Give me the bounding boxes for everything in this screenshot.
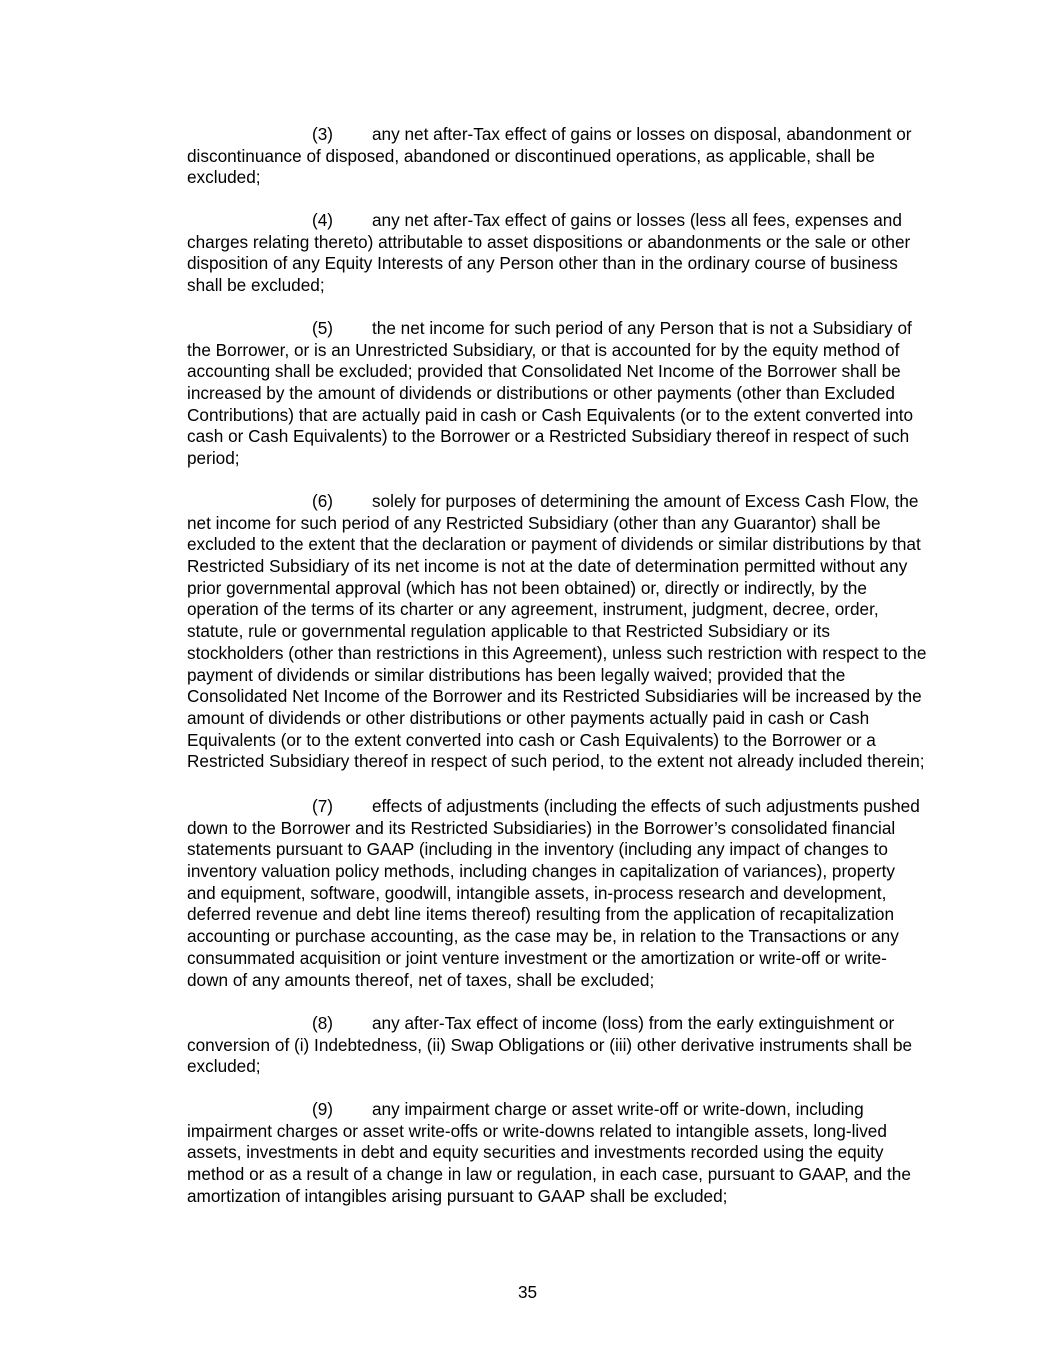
clause-line: Equivalents (or to the extent converted into cash or Cash Equivalents) to the Borrower or a <box>187 729 876 750</box>
clause-number: (8) <box>312 1013 334 1033</box>
clause-first-line <box>187 318 932 340</box>
clause-line: and equipment, software, goodwill, intangible assets, in-process research and development, <box>187 882 887 903</box>
clause-line: discontinuance of disposed, abandoned or discontinued operations, as applicable, shall be <box>187 145 875 166</box>
clause-4 <box>187 210 932 297</box>
clause-line: down of any amounts thereof, net of taxes, shall be excluded; <box>187 969 655 990</box>
clause-7 <box>187 796 932 991</box>
clause-number: (7) <box>312 796 334 816</box>
clause-line: operation of the terms of its charter or any agreement, instrument, judgment, decree, order, <box>187 599 879 620</box>
clause-text: the net income for such period of any Person that is not a Subsidiary of <box>372 318 912 338</box>
clause-line: stockholders (other than restrictions in this Agreement), unless such restriction with respect to the <box>187 642 927 663</box>
clause-line: payment of dividends or similar distributions has been legally waived; provided that the <box>187 664 846 685</box>
page-number: 35 <box>517 1282 538 1302</box>
clause-line: inventory valuation policy methods, including changes in capitalization of variances), property <box>187 861 895 882</box>
clause-9 <box>187 1099 932 1207</box>
clause-line: charges relating thereto) attributable to asset dispositions or abandonments or the sale or other <box>187 231 911 252</box>
clause-line: excluded to the extent that the declaration or payment of dividends or similar distributions by that <box>187 534 921 555</box>
clause-number: (4) <box>312 210 334 230</box>
clause-first-line <box>187 796 932 818</box>
clause-text: solely for purposes of determining the amount of Excess Cash Flow, the <box>372 491 919 511</box>
clause-line: increased by the amount of dividends or distributions or other payments (other than Excluded <box>187 383 895 404</box>
clause-line: impairment charges or asset write-offs or write-downs related to intangible assets, long-lived <box>187 1120 887 1141</box>
clause-line: excluded; <box>187 1056 261 1077</box>
clause-line: accounting or purchase accounting, as the case may be, in relation to the Transactions or any <box>187 926 899 947</box>
clause-8 <box>187 1013 932 1078</box>
clause-line: excluded; <box>187 167 261 188</box>
clause-6 <box>187 491 932 773</box>
clause-text: any net after-Tax effect of gains or losses on disposal, abandonment or <box>372 124 912 144</box>
clause-text: effects of adjustments (including the effects of such adjustments pushed <box>372 796 920 816</box>
clause-3 <box>187 124 932 189</box>
clause-line: deferred revenue and debt line items thereof) resulting from the application of recapitalization <box>187 904 895 925</box>
clause-first-line <box>187 491 932 513</box>
clause-number: (5) <box>312 318 334 338</box>
clause-line: Restricted Subsidiary thereof in respect of such period, to the extent not already included therein; <box>187 751 925 772</box>
clause-text: any impairment charge or asset write-off or write-down, including <box>372 1099 864 1119</box>
clause-line: Consolidated Net Income of the Borrower and its Restricted Subsidiaries will be increased by the <box>187 686 922 707</box>
clause-line: down to the Borrower and its Restricted Subsidiaries) in the Borrower’s consolidated financial <box>187 817 896 838</box>
clause-line: amount of dividends or other distributions or other payments actually paid in cash or Cash <box>187 707 870 728</box>
clause-line: statements pursuant to GAAP (including in the inventory (including any impact of changes to <box>187 839 888 860</box>
clause-line: accounting shall be excluded; provided that Consolidated Net Income of the Borrower shall be <box>187 361 901 382</box>
clause-line: statute, rule or governmental regulation applicable to that Restricted Subsidiary or its <box>187 621 830 642</box>
clause-line: net income for such period of any Restricted Subsidiary (other than any Guarantor) shall be <box>187 512 881 533</box>
clause-text: any after-Tax effect of income (loss) from the early extinguishment or <box>372 1013 895 1033</box>
clause-first-line <box>187 1099 932 1121</box>
clause-text: any net after-Tax effect of gains or losses (less all fees, expenses and <box>372 210 902 230</box>
clause-line: period; <box>187 448 240 469</box>
clause-line: Restricted Subsidiary of its net income is not at the date of determination permitted without any <box>187 556 908 577</box>
clause-line: amortization of intangibles arising pursuant to GAAP shall be excluded; <box>187 1185 728 1206</box>
clause-first-line <box>187 124 932 146</box>
clause-line: assets, investments in debt and equity securities and investments recorded using the equity <box>187 1142 884 1163</box>
clause-line: prior governmental approval (which has not been obtained) or, directly or indirectly, by the <box>187 577 867 598</box>
clause-5 <box>187 318 932 470</box>
clause-line: conversion of (i) Indebtedness, (ii) Swap Obligations or (iii) other derivative instruments shall be <box>187 1034 913 1055</box>
clause-number: (3) <box>312 124 334 144</box>
clause-line: method or as a result of a change in law or regulation, in each case, pursuant to GAAP, and the <box>187 1164 911 1185</box>
clause-line: disposition of any Equity Interests of any Person other than in the ordinary course of business <box>187 253 898 274</box>
clause-number: (6) <box>312 491 334 511</box>
clause-line: consummated acquisition or joint venture investment or the amortization or write-off or write- <box>187 947 887 968</box>
clause-line: Contributions) that are actually paid in cash or Cash Equivalents (or to the extent converted into <box>187 404 914 425</box>
clause-line: cash or Cash Equivalents) to the Borrower or a Restricted Subsidiary thereof in respect of such <box>187 426 910 447</box>
clause-first-line <box>187 210 932 232</box>
clause-first-line <box>187 1013 932 1035</box>
clause-line: shall be excluded; <box>187 275 325 296</box>
clause-number: (9) <box>312 1099 334 1119</box>
clause-line: the Borrower, or is an Unrestricted Subsidiary, or that is accounted for by the equity method of <box>187 339 900 360</box>
